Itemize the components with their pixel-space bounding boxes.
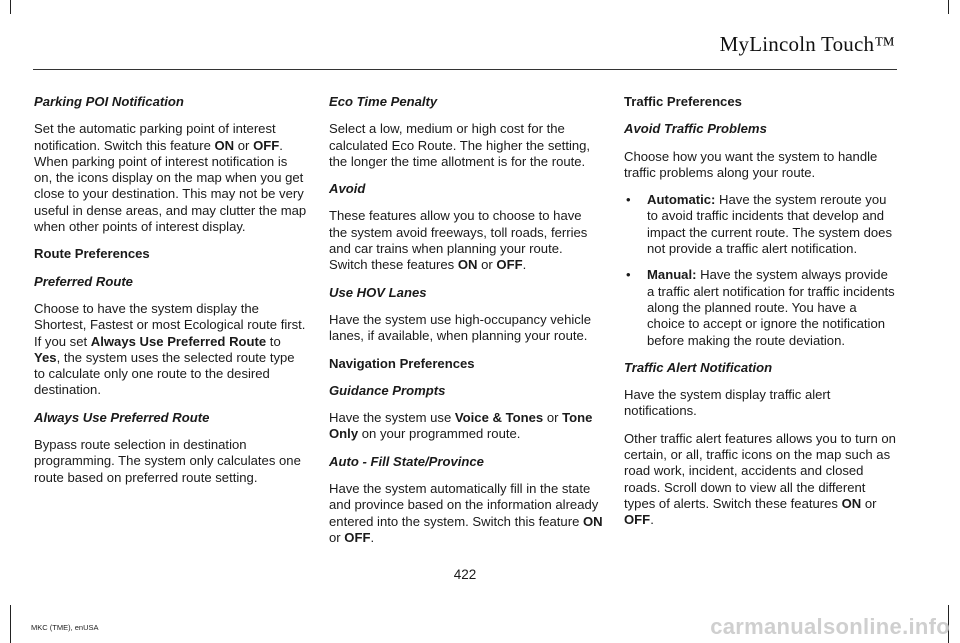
list-item-manual: • Manual: Have the system always provide a traffic alert notification for traffic incidents along the planned route. You have a choice to accept or ignore the notification before making the route deviation.: [626, 267, 895, 348]
heading-traffic-preferences: Traffic Preferences: [624, 94, 742, 109]
column-middle: [329, 94, 603, 557]
page-number: 422: [453, 567, 477, 582]
column-right: [624, 94, 898, 540]
paragraph-preferred-route: Choose to have the system display the Shortest, Fastest or most Ecological route first. If you set Always Use Preferred Route to Yes, the system uses the selected route type to calculate only one route to the desired destination.: [34, 300, 306, 398]
crop-mark-top-left: [10, 0, 11, 14]
traffic-options-list: [624, 192, 898, 349]
paragraph-avoid: These features allow you to choose to have the system avoid freeways, toll roads, ferries and car trains when planning your route. Switch these features ON or OFF.: [329, 208, 588, 273]
heading-eco-time-penalty: Eco Time Penalty: [329, 94, 438, 109]
bullet-icon: •: [626, 267, 631, 283]
watermark: carmanualsonline.info: [710, 614, 950, 639]
heading-avoid-traffic-problems: Avoid Traffic Problems: [624, 121, 767, 137]
paragraph-traffic-alert: Have the system display traffic alert notifications.: [624, 387, 831, 419]
paragraph-guidance-prompts: Have the system use Voice & Tones or Tone Only on your programmed route.: [329, 410, 593, 442]
crop-mark-bottom-left: [10, 605, 11, 643]
paragraph-auto-fill: Have the system automatically fill in the state and province based on the information already entered into the system. Switch this feature ON or OFF.: [329, 481, 603, 545]
page-title: MyLincoln Touch™: [719, 32, 895, 56]
heading-navigation-preferences: Navigation Preferences: [329, 355, 475, 371]
list-item-automatic: • Automatic: Have the system reroute you to avoid traffic incidents that develop and impact the current route. The system does not provide a traffic alert notification.: [626, 192, 893, 257]
paragraph-avoid-traffic-problems: Choose how you want the system to handle traffic problems along your route.: [624, 148, 878, 180]
paragraph-parking-poi: Set the automatic parking point of interest notification. Switch this feature ON or OFF. When parking point of interest notification is on, the icons display on the map when you get close to your destination. This may not be very useful in dense areas, and may clutter the map when other points of interest display.: [34, 121, 307, 235]
heading-traffic-alert-notification: Traffic Alert Notification: [624, 359, 773, 375]
paragraph-always-use-preferred-route: Bypass route selection in destination programming. The system only calculates one route based on preferred route setting.: [34, 437, 301, 485]
document-code: MKC (TME), enUSA: [31, 623, 99, 632]
heading-guidance-prompts: Guidance Prompts: [329, 382, 446, 398]
column-left: [34, 94, 308, 497]
crop-mark-top-right: [948, 0, 949, 14]
heading-avoid: Avoid: [329, 181, 366, 197]
heading-route-preferences: Route Preferences: [34, 246, 150, 262]
paragraph-other-traffic-alerts: Other traffic alert features allows you to turn on certain, or all, traffic icons on the map such as road work, incident, accidents and closed roads. Scroll down to view all the different types of alerts. Switch these features ON or OFF.: [624, 430, 896, 528]
heading-preferred-route: Preferred Route: [34, 273, 133, 289]
paragraph-use-hov-lanes: Have the system use high-occupancy vehicle lanes, if available, when planning your route.: [329, 311, 592, 344]
bullet-icon: •: [626, 192, 631, 208]
heading-use-hov-lanes: Use HOV Lanes: [329, 284, 427, 300]
heading-auto-fill: Auto - Fill State/Province: [329, 453, 484, 469]
heading-always-use-preferred-route: Always Use Preferred Route: [34, 409, 210, 425]
paragraph-eco-time-penalty: Select a low, medium or high cost for the calculated Eco Route. The higher the setting, the longer the time allotment is for the route.: [329, 121, 591, 169]
header-divider: [33, 69, 897, 70]
heading-parking-poi: Parking POI Notification: [34, 94, 184, 109]
